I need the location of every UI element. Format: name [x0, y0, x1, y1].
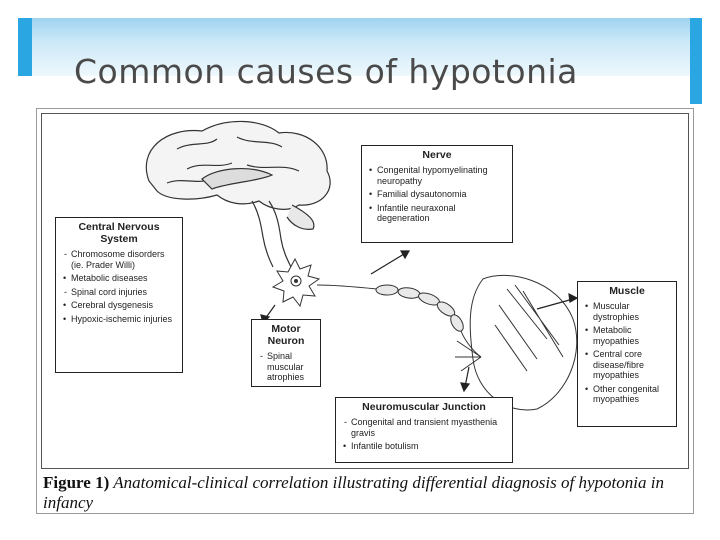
cns-cause-item: - Spinal cord injuries — [71, 287, 176, 298]
motor-neuron-cause-list — [258, 351, 314, 383]
hypotonia-figure — [36, 108, 694, 514]
cns-cause-item: • Hypoxic-ischemic injuries — [71, 314, 176, 325]
cns-cause-list — [62, 249, 176, 324]
muscle-cause-item: • Metabolic myopathies — [593, 325, 670, 346]
header-accent-left — [18, 18, 32, 76]
header-accent-right — [690, 18, 702, 104]
muscle-cause-item: • Central core disease/fibre myopathies — [593, 349, 670, 381]
nmj-cause-item: - Congenital and transient myasthenia gravis — [351, 417, 506, 438]
muscle-cause-list — [584, 301, 670, 405]
muscle-cause-item: • Muscular dystrophies — [593, 301, 670, 322]
figure-caption-label: Figure 1) — [43, 473, 110, 492]
cns-cause-item: • Cerebral dysgenesis — [71, 300, 176, 311]
muscle-box — [577, 281, 677, 427]
muscle-cause-item: • Other congenital myopathies — [593, 384, 670, 405]
nerve-cause-list — [368, 165, 506, 224]
muscle-fibres — [455, 275, 577, 410]
nerve-box-title: Nerve — [422, 149, 452, 161]
nerve-cause-item: • Familial dysautonomia — [377, 189, 506, 200]
muscle-box-title: Muscle — [609, 285, 645, 297]
nerve-cause-item: • Infantile neuraxonal degeneration — [377, 203, 506, 224]
nmj-box — [335, 397, 513, 463]
figure-caption — [43, 473, 693, 513]
nerve-cause-item: • Congenital hypomyelinating neuropathy — [377, 165, 506, 186]
cns-box-title: Central Nervous System — [78, 221, 160, 245]
nmj-box-title: Neuromuscular Junction — [362, 401, 486, 413]
motor-neuron-cause-item: - Spinal muscular atrophies — [267, 351, 314, 383]
nmj-cause-list — [342, 417, 506, 452]
nerve-box — [361, 145, 513, 243]
cns-box — [55, 217, 183, 373]
cns-cause-item: - Chromosome disorders (ie. Prader Willi) — [71, 249, 176, 270]
cns-cause-item: • Metabolic diseases — [71, 273, 176, 284]
motor-neuron-box — [251, 319, 321, 387]
figure-caption-text: Anatomical-clinical correlation illustrating differential diagnosis of hypotonia in infancy — [43, 473, 664, 512]
nmj-cause-item: • Infantile botulism — [351, 441, 506, 452]
motor-neuron-box-title: Motor Neuron — [267, 323, 305, 347]
motor-neuron-cell — [273, 259, 319, 306]
myelinated-axon — [317, 285, 481, 357]
slide-title: Common causes of hypotonia — [74, 52, 578, 91]
